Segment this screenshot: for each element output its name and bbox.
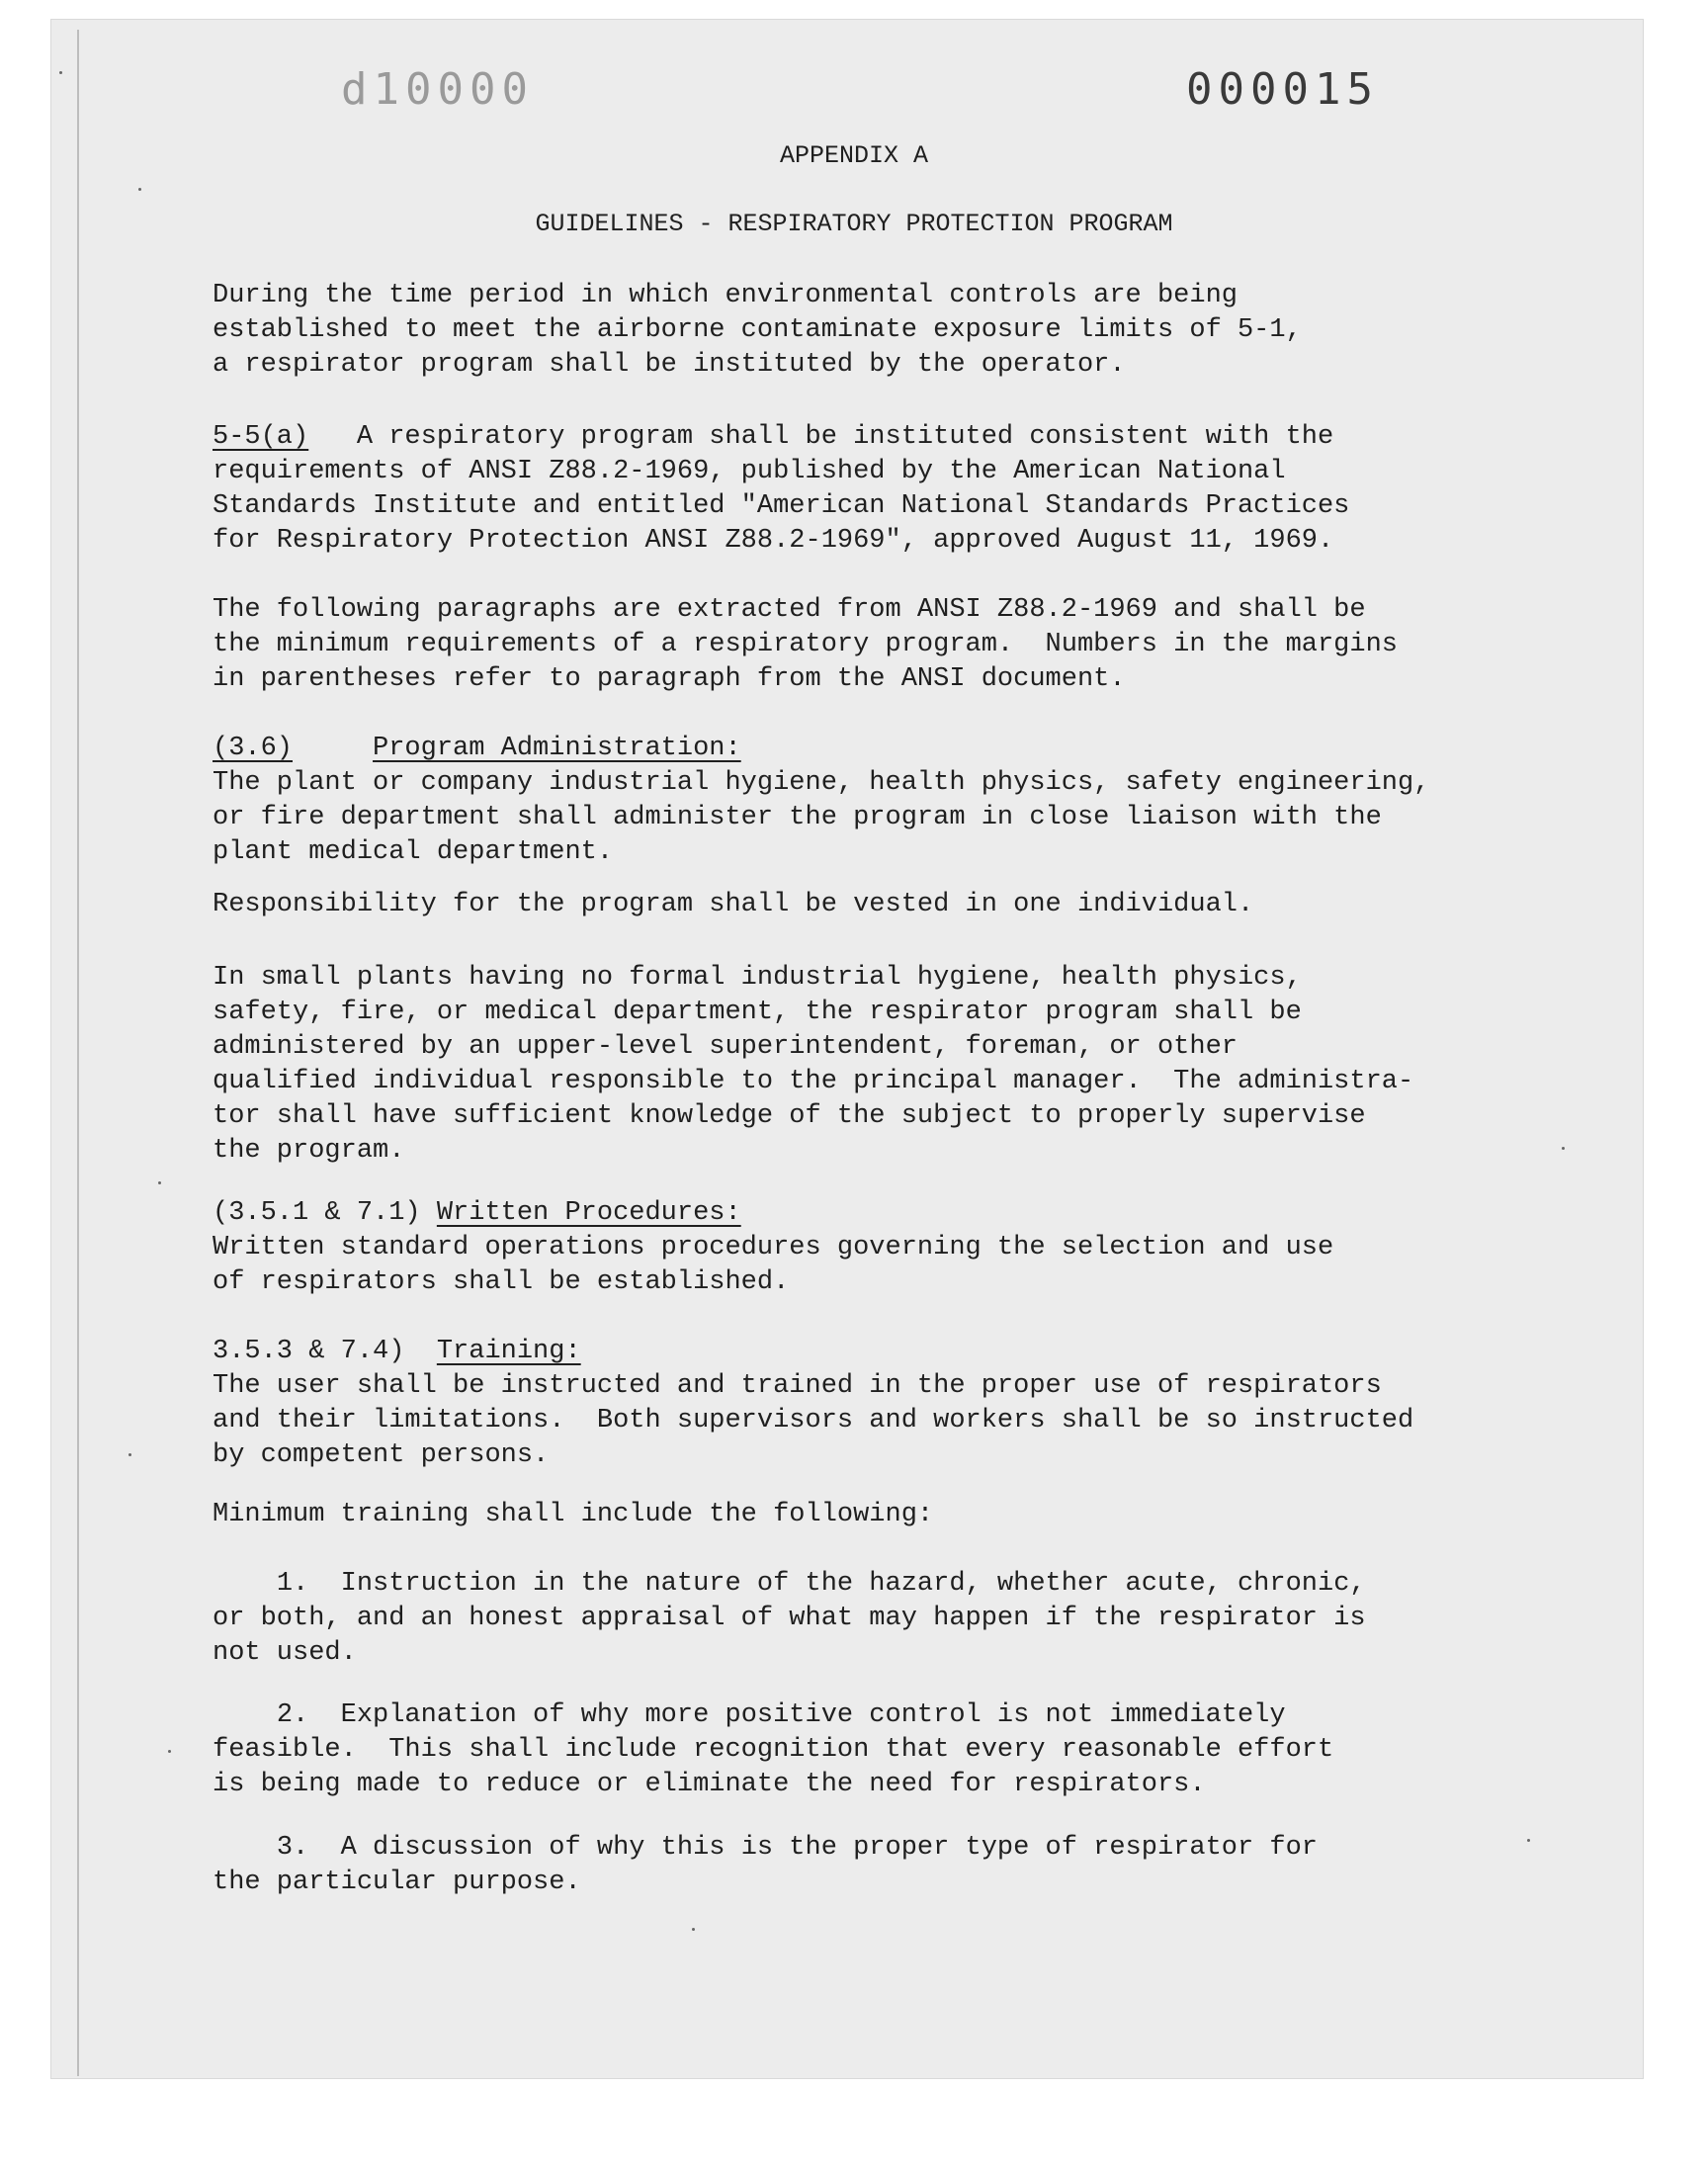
text-line: requirements of ANSI Z88.2-1969, published by the American National (213, 457, 1286, 486)
section-3-5-3 (213, 1335, 1527, 1473)
responsibility-paragraph: Responsibility for the program shall be vested in one individual. (213, 890, 1254, 919)
text-line: Explanation of why more positive control is not immediately (340, 1700, 1286, 1730)
section-3-6 (213, 732, 1527, 870)
text-line: Standards Institute and entitled "American National Standards Practices (213, 491, 1350, 521)
text-line: feasible. This shall include recognition that every reasonable effort (213, 1735, 1334, 1765)
text-line: the program. (213, 1136, 405, 1166)
small-plants-paragraph (213, 961, 1527, 1169)
minimum-training-line: Minimum training shall include the following: (213, 1500, 934, 1529)
scan-speck (158, 1181, 161, 1184)
text-line: or fire department shall administer the program in close liaison with the (213, 803, 1382, 832)
scan-speck (138, 188, 141, 191)
section-3-5-1 (213, 1196, 1527, 1300)
text-line: the minimum requirements of a respiratory program. Numbers in the margins (213, 630, 1398, 659)
document-title: GUIDELINES - RESPIRATORY PROTECTION PROGRAM (535, 210, 1173, 238)
list-item (213, 1567, 1527, 1671)
text-line: established to meet the airborne contaminate exposure limits of 5-1, (213, 315, 1302, 345)
section-label: 5-5(a) (213, 422, 309, 452)
section-title: Written Procedures: (436, 1198, 741, 1228)
text-line: by competent persons. (213, 1440, 550, 1470)
page-number-stamp: 000015 (1186, 64, 1379, 115)
scan-speck (168, 1750, 171, 1753)
item-number: 3. (276, 1833, 309, 1863)
following-paragraph (213, 593, 1527, 697)
text-line: or both, and an honest appraisal of what may happen if the respirator is (213, 1604, 1366, 1633)
text-line: The user shall be instructed and trained in the proper use of respirators (213, 1371, 1382, 1401)
text-line: plant medical department. (213, 837, 614, 867)
scan-speck (692, 1928, 695, 1931)
text-line: a respirator program shall be instituted by the operator. (213, 350, 1126, 380)
text-line: The plant or company industrial hygiene, health physics, safety engineering, (213, 768, 1430, 798)
section-number: (3.6) (213, 734, 294, 763)
text-line: tor shall have sufficient knowledge of the subject to properly supervise (213, 1101, 1366, 1131)
text-line: is being made to reduce or eliminate the need for respirators. (213, 1770, 1206, 1799)
appendix-heading: APPENDIX A (779, 141, 929, 170)
section-number: 3.5.3 & 7.4) (213, 1337, 405, 1366)
text-line: administered by an upper-level superintendent, foreman, or other (213, 1032, 1238, 1062)
section-number: (3.5.1 & 7.1) (213, 1198, 421, 1228)
page-edge-line (77, 30, 79, 2076)
intro-paragraph (213, 279, 1527, 383)
text-line: qualified individual responsible to the principal manager. The administra- (213, 1067, 1414, 1096)
item-number: 2. (276, 1700, 309, 1730)
text-line: During the time period in which environmental controls are being (213, 281, 1238, 310)
text-line: and their limitations. Both supervisors and workers shall be so instructed (213, 1406, 1414, 1436)
scan-speck (128, 1453, 131, 1456)
text-line: Written standard operations procedures governing the selection and use (213, 1233, 1334, 1262)
scan-speck (59, 71, 62, 74)
text-line: A respiratory program shall be instituted consistent with the (308, 422, 1334, 452)
text-line: safety, fire, or medical department, the respirator program shall be (213, 998, 1302, 1027)
faded-page-stamp: d10000 (341, 64, 534, 115)
text-line: In small plants having no formal industrial hygiene, health physics, (213, 963, 1302, 993)
text-line: the particular purpose. (213, 1868, 581, 1897)
item-number: 1. (276, 1569, 309, 1599)
text-line: in parentheses refer to paragraph from the ANSI document. (213, 664, 1126, 694)
list-item (213, 1831, 1527, 1900)
list-item (213, 1698, 1527, 1802)
text-line: Instruction in the nature of the hazard, whether acute, chronic, (340, 1569, 1366, 1599)
text-line: not used. (213, 1638, 357, 1668)
section-title: Training: (436, 1337, 581, 1366)
text-line: The following paragraphs are extracted from ANSI Z88.2-1969 and shall be (213, 595, 1366, 625)
scan-speck (1527, 1839, 1530, 1842)
section-title: Program Administration: (373, 734, 741, 763)
section-5-5a (213, 420, 1527, 559)
scan-speck (1562, 1147, 1565, 1150)
text-line: A discussion of why this is the proper type of respirator for (340, 1833, 1318, 1863)
text-line: for Respiratory Protection ANSI Z88.2-1969", approved August 11, 1969. (213, 526, 1334, 556)
text-line: of respirators shall be established. (213, 1267, 790, 1297)
